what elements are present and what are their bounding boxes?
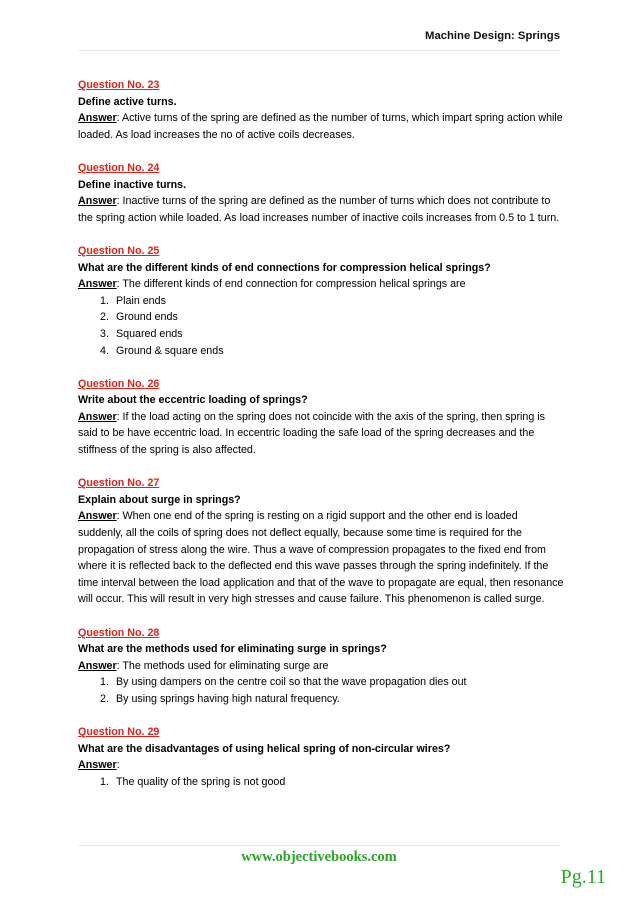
answer-list: [78, 674, 564, 707]
list-item-text: Plain ends: [116, 294, 166, 307]
answer-label: Answer: [78, 659, 117, 672]
list-item-number: 3.: [100, 327, 109, 340]
answer-list: [78, 293, 564, 359]
answer-label: Answer: [78, 510, 117, 523]
header-title: Machine Design: Springs: [425, 30, 560, 42]
footer-website: www.objectivebooks.com: [241, 849, 397, 865]
list-item: [100, 674, 564, 691]
question-title: Define active turns.: [78, 95, 177, 108]
list-item: [100, 691, 564, 708]
answer-text: [78, 276, 564, 293]
question-block: [78, 160, 564, 226]
list-item-number: 1.: [100, 294, 109, 307]
question-block: [78, 77, 564, 143]
answer-body: : The different kinds of end connection for compression helical springs are: [116, 278, 466, 291]
list-item-text: Ground ends: [116, 311, 178, 324]
list-item-text: By using springs having high natural frequency.: [116, 692, 340, 705]
answer-label: Answer: [78, 278, 117, 291]
list-item-number: 1.: [100, 775, 109, 788]
list-item-text: Ground & square ends: [116, 344, 224, 357]
answer-body: : The methods used for eliminating surge are: [116, 659, 329, 672]
answer-text: [78, 508, 564, 608]
list-item: [100, 293, 564, 310]
answer-body: : When one end of the spring is resting on a rigid support and the other end is loaded suddenly, all the coils of spring does not deflect equally, because some time is required for the propagation of stress along the wire. Thus a wave of compression propagates to the fixed end from where it is reflected back to the deflected end this wave passes through the spring indefinitely. If the time interval between the load application and that of the wave to propagate are equal, then resonance will occur. This will result in very high stresses and cause failure. This phenomenon is called surge.: [78, 510, 564, 606]
answer-text: [78, 757, 564, 774]
page-header: [78, 26, 560, 51]
list-item: [100, 326, 564, 343]
page-number: Pg.11: [560, 866, 606, 888]
answer-body: : Inactive turns of the spring are defined as the number of turns which does not contribute to the spring action while loaded. As load increases number of inactive coils increases from 0.5 to 1 turn.: [78, 195, 560, 224]
answer-list: [78, 774, 564, 791]
list-item-number: 4.: [100, 344, 109, 357]
question-title: What are the methods used for eliminating surge in springs?: [78, 643, 387, 656]
question-block: [78, 376, 564, 459]
question-list: [78, 77, 564, 807]
list-item-text: By using dampers on the centre coil so that the wave propagation dies out: [116, 676, 467, 689]
list-item-number: 2.: [100, 311, 109, 324]
list-item-text: Squared ends: [116, 327, 183, 340]
question-title: Explain about surge in springs?: [78, 493, 241, 506]
question-block: [78, 475, 564, 608]
question-number: Question No. 24: [78, 161, 160, 174]
question-number: Question No. 23: [78, 79, 160, 91]
question-number: Question No. 26: [78, 377, 160, 390]
list-item-number: 2.: [100, 692, 109, 705]
answer-label: Answer: [78, 195, 117, 208]
question-number: Question No. 27: [78, 477, 160, 490]
answer-body: :: [116, 759, 120, 772]
answer-text: [78, 658, 564, 675]
list-item: [100, 343, 564, 360]
answer-body: : If the load acting on the spring does not coincide with the axis of the spring, then spring is said to be have eccentric load. In eccentric loading the safe load of the spring decreases and the stiffness of the spring is also affected.: [78, 410, 545, 457]
answer-label: Answer: [78, 410, 117, 423]
answer-label: Answer: [78, 112, 117, 125]
question-title: What are the different kinds of end connections for compression helical springs?: [78, 261, 491, 274]
question-title: Define inactive turns.: [78, 178, 187, 191]
list-item: [100, 774, 564, 791]
question-title: What are the disadvantages of using helical spring of non-circular wires?: [78, 742, 451, 755]
answer-body: : Active turns of the spring are defined as the number of turns, which impart spring action while loaded. As load increases the no of active coils decreases.: [78, 112, 563, 141]
list-item: [100, 309, 564, 326]
answer-text: [78, 193, 564, 226]
question-number: Question No. 29: [78, 726, 160, 739]
footer-divider: [78, 845, 560, 846]
list-item-text: The quality of the spring is not good: [116, 775, 286, 788]
answer-text: [78, 110, 564, 143]
question-block: [78, 625, 564, 708]
question-block: [78, 724, 564, 790]
question-number: Question No. 25: [78, 244, 160, 257]
answer-label: Answer: [78, 759, 117, 772]
question-title: Write about the eccentric loading of springs?: [78, 394, 308, 407]
question-block: [78, 243, 564, 359]
question-number: Question No. 28: [78, 626, 160, 639]
list-item-number: 1.: [100, 676, 109, 689]
answer-text: [78, 409, 564, 459]
